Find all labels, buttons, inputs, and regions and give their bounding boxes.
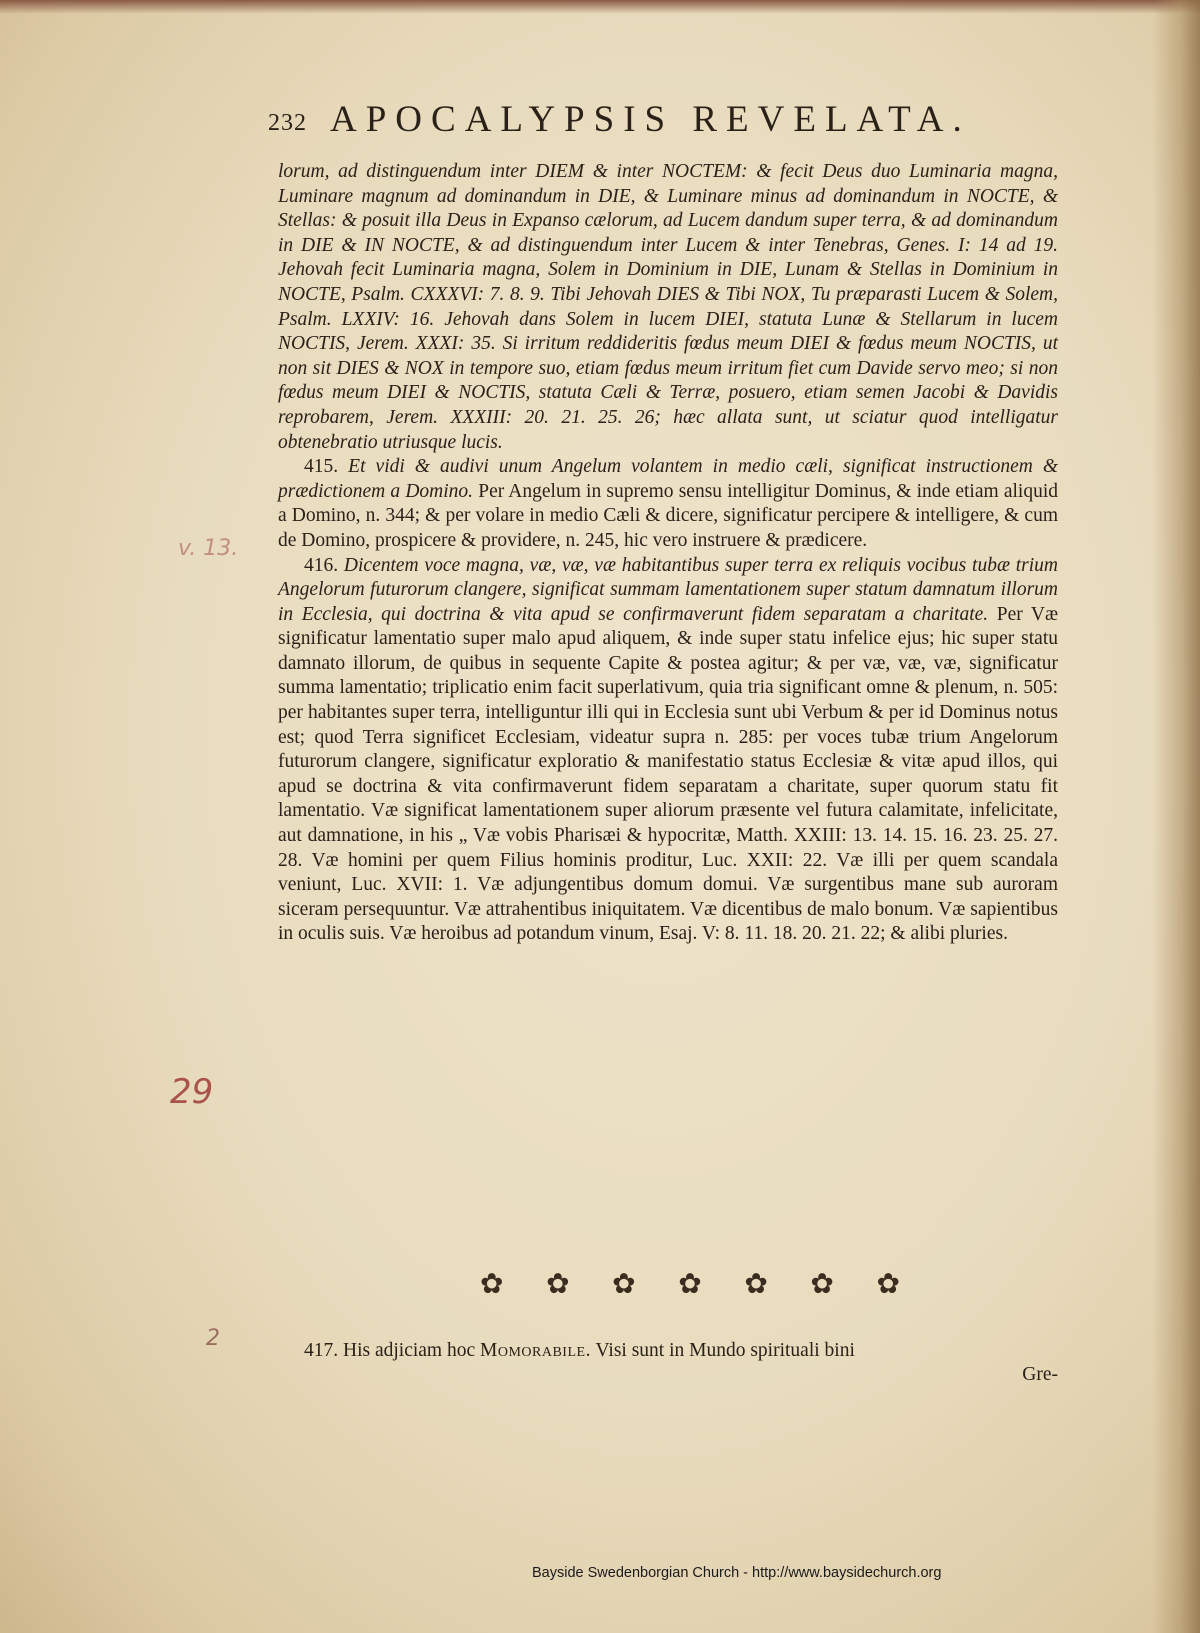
catchword: Gre- [1022, 1364, 1058, 1385]
fleuron-ornament-icon: ✿ [744, 1269, 768, 1300]
paragraph-number: 417. [304, 1340, 339, 1361]
running-head [268, 98, 1068, 154]
memorabile-paragraph [278, 1338, 1058, 1364]
fleuron-ornament-icon: ✿ [612, 1269, 636, 1300]
memorabile-text: Visi sunt in Mundo spirituali bini [595, 1340, 855, 1361]
memorabile-heading: Momorabile. [480, 1340, 591, 1361]
book-title: APOCALYPSIS REVELATA. [330, 99, 971, 140]
fleuron-ornament-icon: ✿ [678, 1269, 702, 1300]
page-top-edge [0, 0, 1200, 14]
footer-credit: Bayside Swedenborgian Church - http://www.baysidechurch.org [532, 1565, 942, 1581]
paragraph-416 [278, 554, 1058, 948]
paragraph-body: Per Angelum in supremo sensu intelligitur Dominus, & inde etiam aliquid a Domino, n. 344; & per volare in medio Cæli & dicere, significatur percipere & intelligere, & cum de Domino, prospicere & providere, n. 245, hic vero instruere & prædicere. [278, 480, 1058, 551]
memorabile-lead: His adjiciam hoc [343, 1340, 476, 1361]
continuation-paragraph: lorum, ad distinguendum inter DIEM & inter NOCTEM: & fecit Deus duo Luminaria magna, Luminare magnum ad dominandum in DIE, & Luminare minus ad dominandum in NOCTE, & Stellas: & posuit illa Deus in Expanso cælorum, ad Lucem dandum super terra, & ad dominandum in DIE & IN NOCTE, & ad distinguendum inter Lucem & inter Tenebras, Genes. I: 14 ad 19. Jehovah fecit Luminaria magna, Solem in Dominium in DIE, Lunam & Stellas in Dominium in NOCTE, Psalm. CXXXVI: 7. 8. 9. Tibi Jehovah DIES & Tibi NOX, Tu præparasti Lucem & Solem, Psalm. LXXIV: 16. Jehovah dans Solem in lucem DIEI, statuta Lunæ & Stellarum in lucem NOCTIS, Jerem. XXXI: 35. Si irritum reddideritis fœdus meum DIEI & fœdus meum NOCTIS, ut non sit DIES & NOX in tempore suo, etiam fœdus meum irritum fiet cum Davide servo meo; si non fœdus meum DIEI & NOCTIS, statuta Cæli & Terræ, posuero, etiam semen Jacobi & Davidis reprobarem, Jerem. XXXIII: 20. 21. 25. 26; hæc allata sunt, ut sciatur quod intelligatur obtenebratio utriusque lucis. [278, 161, 1058, 453]
fleuron-ornament-icon: ✿ [876, 1269, 900, 1300]
paragraph-number: 415. [304, 456, 339, 478]
fleuron-ornament-icon: ✿ [810, 1269, 834, 1300]
fleuron-ornament-icon: ✿ [546, 1269, 570, 1300]
ornament-row [480, 1270, 900, 1300]
paragraph-lemma: Et vidi & audivi unum Angelum volantem in medio cæli, significat instructionem & prædictionem a Domino. [278, 456, 1059, 502]
margin-note-verse: v. 13. [178, 536, 239, 561]
paragraph-lemma: Dicentem voce magna, væ, væ, væ habitantibus super terra ex reliquis vocibus tubæ trium Angelorum futurorum clangere, significat summam lamentationem super statum damnatum illorum in Ecclesia, qui doctrina & vita apud se confirmaverunt fidem separatam a charitate. [278, 554, 1059, 625]
text-block [278, 160, 1058, 947]
paragraph-415 [278, 455, 1058, 553]
page-right-edge-shadow [1152, 0, 1200, 1633]
paragraph-number: 416. [304, 554, 339, 576]
page-number: 232 [268, 110, 307, 136]
margin-note-number: 29 [170, 1072, 214, 1112]
paragraph-body: Per Væ significatur lamentatio super malo apud aliquem, & inde super statu infelice ejus; hic super statu damnato illorum, de quibus in sequente Capite & postea agitur; & per væ, væ, væ, significatur summa lamentatio; triplicatio enim facit superlativum, quia tria significant omne & plenum, n. 505: per habitantes super terra, intelliguntur illi qui in Ecclesia sunt ubi Verbum & per id Dominus notus est; quod Terra significet Ecclesiam, videatur supra n. 285: per voces tubæ trium Angelorum futurorum clangere, significatur exploratio & manifestatio status Ecclesiæ & vitæ apud illos, qui apud se doctrina & vita confirmaverunt fidem separatam a charitate, super quorum statu fit lamentatio. Væ significat lamentationem super aliorum præsente vel futura calamitate, infelicitate, aut damnatione, in his „ Væ vobis Pharisæi & hypocritæ, Matth. XXIII: 13. 14. 15. 16. 23. 25. 27. 28. Væ homini per quem Filius hominis proditur, Luc. XXII: 22. Væ illi per quem scandala veniunt, Luc. XVII: 1. Væ adjungentibus domum domui. Væ surgentibus mane sub auroram siceram persequuntur. Væ attrahentibus iniquitatem. Væ dicentibus de malo bonum. Væ sapientibus in oculis suis. Væ heroibus ad potandum vinum, Esaj. V: 8. 11. 18. 20. 21. 22; & alibi pluries. [278, 603, 1059, 945]
fleuron-ornament-icon: ✿ [480, 1269, 504, 1300]
margin-note-mark: 2 [206, 1326, 220, 1351]
